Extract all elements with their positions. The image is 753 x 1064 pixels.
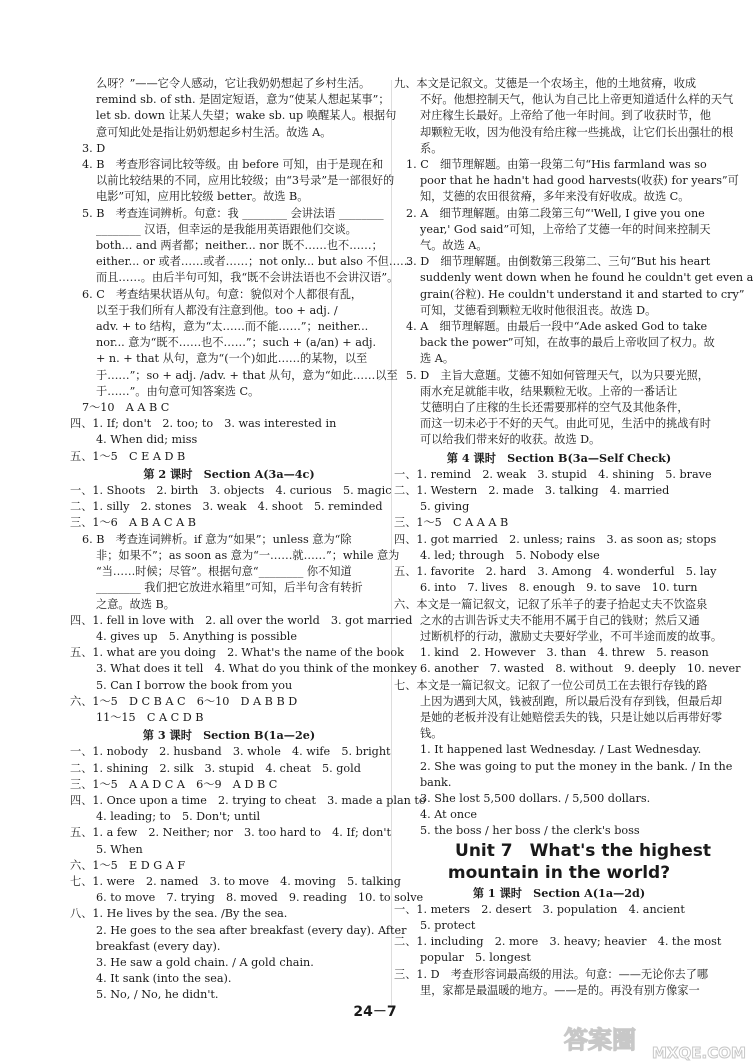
answer-line: 六、1～5 D C B A C 6～10 D A B B D xyxy=(70,694,298,708)
answer-line: 对庄稼生长最好。上帝给了他一年时间。到了收获时节，他 xyxy=(420,109,711,123)
page-number: 24－7 xyxy=(353,1004,397,1020)
answer-line: 11～15 C A C D B xyxy=(96,710,204,724)
answer-line: 过断机杼的行动，激励丈夫要好学业，不可半途而废的故事。 xyxy=(420,629,723,643)
answer-line: 三、1～6 A B A C A B xyxy=(70,516,197,530)
answer-line: 五、1. a few 2. Neither; nor 3. too hard to 4. If; don't xyxy=(70,826,391,840)
section-heading: 第 3 课时 Section B(1a—2e) xyxy=(142,728,316,743)
unit-title: Unit 7 What's the highest xyxy=(455,840,711,861)
answer-line: 电影”可知，应用比较级 better。故选 B。 xyxy=(96,190,309,204)
unit-title: mountain in the world? xyxy=(447,862,671,883)
answer-line: suddenly went down when he found he couldn't get even a xyxy=(420,271,753,285)
answer-line: 八、1. He lives by the sea. /By the sea. xyxy=(70,907,288,921)
answer-line: 于……”；so + adj. /adv. + that 从句，意为“如此……以至 xyxy=(96,368,398,382)
answer-line: 四、1. got married 2. unless; rains 3. as soon as; stops xyxy=(394,532,717,546)
answer-line: 非；如果不”；as soon as 意为“一……就……”；while 意为 xyxy=(96,548,400,562)
answer-line: 4. led; through 5. Nobody else xyxy=(420,548,600,562)
answer-line: 而且……。由后半句可知，我“既不会讲法语也不会讲汉语”。 xyxy=(96,271,399,285)
answer-line: 5. No, / No, he didn't. xyxy=(96,988,219,1002)
answer-line: 四、1. Once upon a time 2. trying to cheat 3. made a plan to xyxy=(70,793,426,807)
answer-line: 系。 xyxy=(420,141,443,155)
answer-line: 以前比较结果的不同，应用比较级；由“3号录”是一部很好的 xyxy=(96,174,395,188)
section-heading: 第 1 课时 Section A(1a—2d) xyxy=(472,885,646,900)
answer-line: 可以给我们带来好的收获。故选 D。 xyxy=(420,433,601,447)
answer-line: 1. It happened last Wednesday. / Last Wednesday. xyxy=(420,743,702,757)
answer-line: 选 A。 xyxy=(420,352,455,366)
answer-line: 5. B 考查连词辨析。句意：我 ________ 会讲法语 ________ xyxy=(82,206,384,220)
answer-line: 二、1. shining 2. silk 3. stupid 4. cheat 5. gold xyxy=(70,761,361,775)
answer-line: back the power”可知，在故事的最后上帝收回了权力。故 xyxy=(420,336,715,350)
answer-line: 6. B 考查连词辨析。if 意为“如果”；unless 意为“除 xyxy=(82,532,352,546)
answer-line: adv. + to 结构，意为“太……而不能……”；neither... xyxy=(96,320,369,334)
answer-line: 意可知此处是指让奶奶想起乡村生活。故选 A。 xyxy=(96,125,332,139)
section-heading: 第 2 课时 Section A(3a—4c) xyxy=(143,466,315,481)
answer-line: + n. + that 从句，意为“(一个)如此……的某物，以至 xyxy=(96,352,368,366)
answer-line: 七、1. were 2. named 3. to move 4. moving 5. talking xyxy=(70,874,401,888)
answer-line: 于……”。由句意可知答案选 C。 xyxy=(96,384,260,398)
answer-line: 1. C 细节理解题。由第一段第二句“His farmland was so xyxy=(406,158,707,172)
answer-line: ________ 汉语，但幸运的是我能用英语跟他们交谈。 xyxy=(96,222,357,236)
answer-line: 雨水充足就能丰收，结果颗粒无收。上帝的一番话让 xyxy=(420,384,678,398)
answer-line: 2. He goes to the sea after breakfast (every day). After xyxy=(96,923,407,937)
answer-line: 一、1. remind 2. weak 3. stupid 4. shining 5. brave xyxy=(394,467,712,481)
answer-line: 钱。 xyxy=(420,727,443,741)
answer-line: 上因为遇到大风，钱被刮跑，所以最后没有存到钱，但最后却 xyxy=(420,694,723,708)
answer-line: 4. It sank (into the sea). xyxy=(96,972,232,986)
answer-line: remind sb. of sth. 是固定短语，意为“使某人想起某事”； xyxy=(96,93,390,107)
answer-line: let sb. down 让某人失望；wake sb. up 唤醒某人。根据句 xyxy=(96,109,397,123)
answer-line: 六、本文是一篇记叙文，记叙了乐羊子的妻子拾起丈夫不饮盗泉 xyxy=(394,597,708,611)
answer-line: 6. to move 7. trying 8. moved 9. reading 10. to solve xyxy=(96,891,424,905)
answer-line: 却颗粒无收，因为他没有给庄稼一些挑战，让它们长出强壮的根 xyxy=(420,125,734,139)
answer-line: 一、1. Shoots 2. birth 3. objects 4. curious 5. magic xyxy=(70,484,392,498)
left-column xyxy=(70,76,426,1004)
answer-line: 三、1. D 考查形容词最高级的用法。句意：——无论你去了哪 xyxy=(394,967,709,981)
answer-line: 七、本文是一篇记叙文。记叙了一位公司员工在去银行存钱的路 xyxy=(394,678,708,692)
answer-line: 二、1. Western 2. made 3. talking 4. married xyxy=(394,484,670,498)
answer-line: either... or 或者……或者……；not only... but also 不但…… xyxy=(96,255,412,269)
answer-line: 五、1. what are you doing 2. What's the name of the book xyxy=(70,646,404,660)
answer-line: 6. into 7. lives 8. enough 9. to save 10. turn xyxy=(420,581,698,595)
answer-line: year,' God said”可知，上帝给了艾德一年的时间来控制天 xyxy=(420,222,711,236)
answer-line: 不好。他想控制天气，他认为自己比上帝更知道适什么样的天气 xyxy=(420,93,734,107)
right-column xyxy=(394,76,753,999)
answer-line: nor... 意为“既不……也不……”；such + (a/an) + adj. xyxy=(96,336,377,350)
watermark-text: 答案圈 xyxy=(564,1026,636,1054)
answer-line: poor that he hadn't had good harvests(收获) for years”可 xyxy=(420,174,739,188)
answer-line: 6. C 考查结果状语从句。句意：貌似对个人都很有乱， xyxy=(82,287,363,301)
answer-line: 3. D 细节理解题。由倒数第三段第二、三句“But his heart xyxy=(406,255,711,269)
answer-line: 5. the boss / her boss / the clerk's boss xyxy=(420,824,640,838)
answer-line: 九、本文是记叙文。艾德是一个农场主，他的土地贫瘠，收成 xyxy=(394,77,697,90)
answer-line: popular 5. longest xyxy=(420,951,531,965)
answer-line: 而这一切未必于不好的天气。由此可见，生活中的挑战有时 xyxy=(420,417,711,431)
answer-line: 4. At once xyxy=(420,808,477,822)
answer-line: 一、1. meters 2. desert 3. population 4. ancient xyxy=(394,902,685,916)
answer-line: bank. xyxy=(420,775,452,789)
answer-line: 六、1～5 E D G A F xyxy=(70,858,186,872)
answer-line: 四、1. fell in love with 2. all over the world 3. got married xyxy=(70,613,413,627)
answer-line: 2. A 细节理解题。由第二段第三句“'Well, I give you one xyxy=(406,206,705,220)
watermark-domain: MXQE.COM xyxy=(652,1044,746,1062)
answer-line: 二、1. including 2. more 3. heavy; heavier 4. the most xyxy=(394,935,722,949)
answer-line: 五、1. favorite 2. hard 3. Among 4. wonderful 5. lay xyxy=(394,565,717,579)
answer-line: ________ 我们把它放进水箱里”可知，后半句含有转折 xyxy=(96,581,363,595)
answer-line: 4. leading; to 5. Don't; until xyxy=(96,810,261,824)
answer-line: 5. Can I borrow the book from you xyxy=(96,678,293,692)
answer-line: breakfast (every day). xyxy=(96,939,221,953)
answer-line: 4. A 细节理解题。由最后一段中“Ade asked God to take xyxy=(406,320,708,334)
answer-line: 气。故选 A。 xyxy=(420,239,488,253)
answer-line: grain(谷粒). He couldn't understand it and started to cry” xyxy=(420,287,745,301)
answer-line: 3. He saw a gold chain. / A gold chain. xyxy=(96,955,314,969)
answer-line: 知，艾德的农田很贫瘠，多年来没有好收成。故选 C。 xyxy=(420,190,690,204)
answer-line: 可知，艾德看到颗粒无收时他很沮丧。故选 D。 xyxy=(420,303,657,317)
watermark-logo xyxy=(560,1018,746,1062)
answer-line: 6. another 7. wasted 8. without 9. deeply 10. never xyxy=(420,662,741,676)
answer-line: 三、1～5 A A D C A 6～9 A D B C xyxy=(70,777,278,791)
answer-line: 三、1～5 C A A A B xyxy=(394,516,509,530)
answer-line: 3. She lost 5,500 dollars. / 5,500 dollars. xyxy=(420,791,651,805)
answer-line: 么呀？”——它令人感动，它让我奶奶想起了乡村生活。 xyxy=(96,77,371,90)
answer-line: 之意。故选 B。 xyxy=(96,597,175,611)
answer-line: 四、1. If; don't 2. too; to 3. was interested in xyxy=(70,417,337,431)
answer-line: 一、1. nobody 2. husband 3. whole 4. wife 5. bright xyxy=(70,745,391,759)
answer-line: 是她的老板并没有让她赔偿丢失的钱，只是让她以后再带好零 xyxy=(420,710,723,724)
answer-line: 4. B 考查形容词比较等级。由 before 可知，由于是现在和 xyxy=(82,158,384,172)
column-divider xyxy=(391,80,392,1005)
answer-line: 3. D xyxy=(82,141,106,155)
answer-line: 5. When xyxy=(96,842,143,856)
answer-line: 艾德明白了庄稼的生长还需要那样的空气及其他条件， xyxy=(420,401,689,415)
answer-line: 4. When did; miss xyxy=(96,433,198,447)
answer-line: 1. kind 2. However 3. than 4. threw 5. reason xyxy=(420,646,709,660)
section-heading: 第 4 课时 Section B(3a—Self Check) xyxy=(446,450,672,465)
answer-line: 五、1～5 C E A D B xyxy=(70,449,186,463)
answer-line: 以至于我们所有人都没有注意到他。too + adj. / xyxy=(96,303,338,317)
answer-line: 7～10 A A B C xyxy=(82,401,170,415)
answer-line: 4. gives up 5. Anything is possible xyxy=(96,629,297,643)
answer-line: 二、1. silly 2. stones 3. weak 4. shoot 5. reminded xyxy=(70,500,383,514)
answer-line: 3. What does it tell 4. What do you think of the monkey xyxy=(96,662,417,676)
answer-line: “当……时候；尽管”。根据句意“________ 你不知道 xyxy=(96,565,352,579)
answer-line: 之水的古训告诉丈夫不能用不属于自己的钱财；然后又通 xyxy=(420,613,700,627)
answer-line: 5. protect xyxy=(420,918,476,932)
answer-line: 5. D 主旨大意题。艾德不知如何管理天气，以为只要光照， xyxy=(406,368,709,382)
answer-line: 里，家都是最温暖的地方。——是的。再没有别方像家一 xyxy=(420,983,700,997)
answer-line: 5. giving xyxy=(420,500,470,514)
answer-line: both... and 两者都；neither... nor 既不……也不……； xyxy=(96,239,383,253)
answer-line: 2. She was going to put the money in the bank. / In the xyxy=(420,759,733,773)
